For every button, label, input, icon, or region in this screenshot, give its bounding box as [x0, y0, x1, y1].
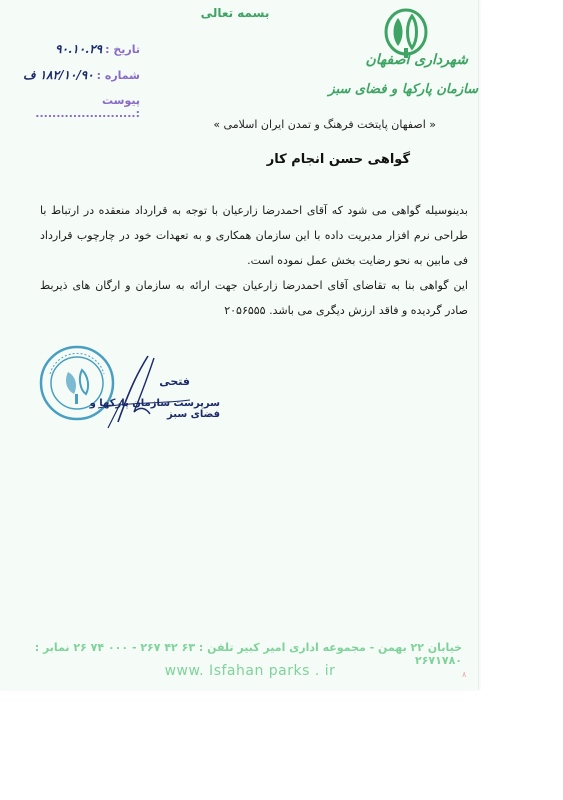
date-value: ۹۰.۱۰.۲۹ [55, 42, 103, 56]
slogan-line: « اصفهان پایتخت فرهنگ و تمدن ایران اسلامی » [213, 118, 436, 131]
number-label: شماره : [96, 69, 140, 82]
number-value: ۱۸۲/۱۰/۹۰ ف [23, 68, 94, 82]
corner-mark: ٨ [462, 670, 467, 679]
attachment-label: پیوست : [102, 94, 140, 120]
attachment-dots: ........................ [35, 107, 136, 120]
bismillah-heading: بسمه تعالی [200, 6, 270, 20]
signer-title: سرپرست سازمان پارکها و فضای سبز [89, 398, 220, 420]
footer-website[interactable]: www. Isfahan parks . ir [164, 663, 336, 679]
handwritten-signature-icon [78, 352, 198, 432]
org-name-line2: سازمان پارکها و فضای سبز [328, 82, 478, 97]
body-paragraph-2-text: این گواهی بنا به تقاضای آقای احمدرضا زارعیان جهت ارائه به سازمان و ارگان های ذیربط صادر گردیده و فاقد ارزش دیگری می باشد. [40, 279, 468, 317]
body-reference-number: ۲۰۵۶۵۵۵ [224, 304, 266, 317]
certificate-title: گواهی حسن انجام کار [266, 152, 410, 167]
body-paragraph-1: بدینوسیله گواهی می شود که آقای احمدرضا زارعیان با توجه به قرارداد منعقده در ارتباط با طراحی نرم افزار مدیریت داده با این سازمان همکاری و به تعهدات خود در چارچوب قرارداد فی مابین به نحو رضایت بخش عمل نموده است. [40, 204, 468, 267]
body-paragraph-2 [40, 273, 468, 323]
date-field [10, 42, 140, 56]
number-field [10, 68, 140, 82]
signer-name: فتحی [159, 375, 190, 388]
date-label: تاریخ : [105, 43, 140, 56]
footer-address-text: خیابان ۲۲ بهمن - مجموعه اداری امیر کبیر تلفن : ۶۳ ۴۲ ۲۶۷ - ۰۰۰ ۷۴ ۲۶ نمابر : [34, 641, 462, 654]
letter-body [40, 198, 468, 323]
footer-fax: ۲۶۷۱۷۸۰ [415, 654, 462, 667]
org-name-line1: شهرداری اصفهان [365, 52, 468, 68]
attachment-field [10, 94, 140, 120]
